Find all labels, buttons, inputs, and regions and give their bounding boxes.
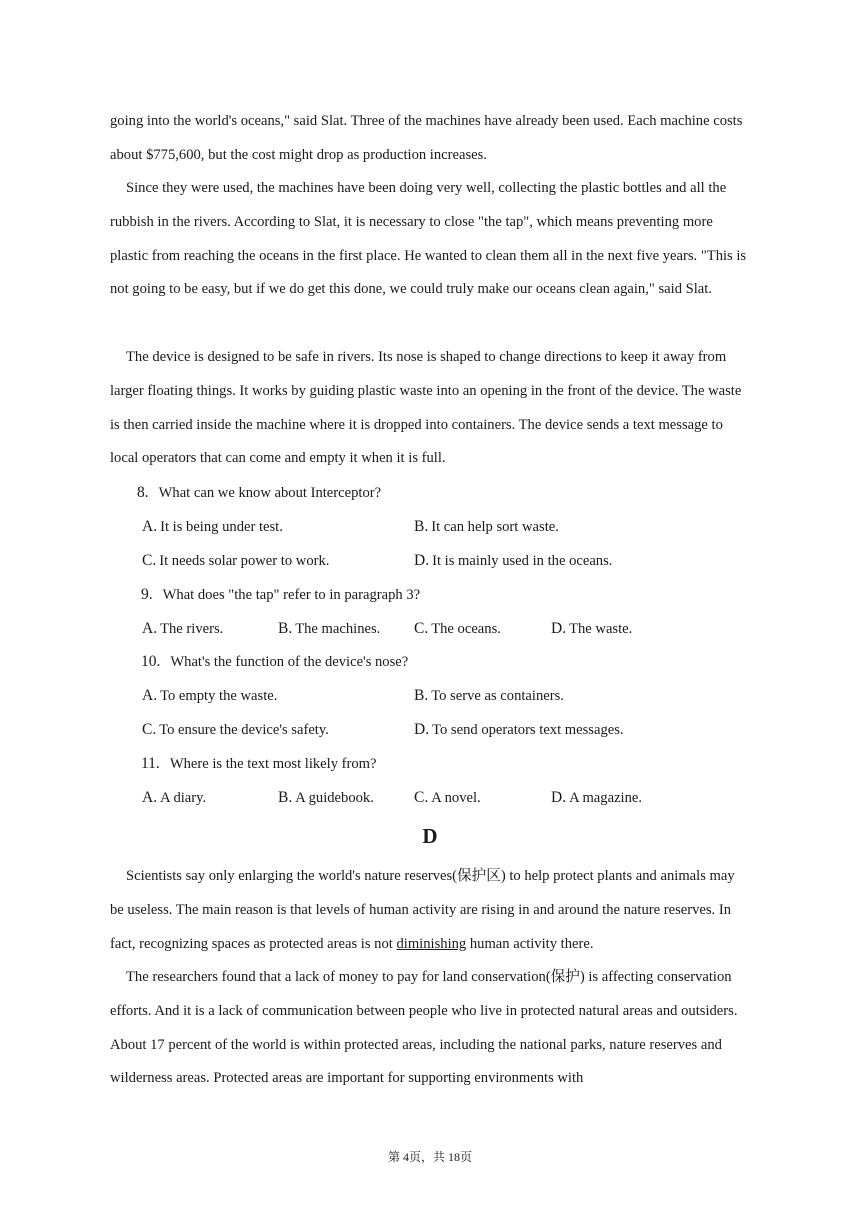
option-9-a: A. The rivers. [142,620,224,637]
question-9 [141,585,420,605]
question-8 [137,483,381,503]
question-number: 10. [141,653,161,670]
passage-c-paragraph-2: Since they were used, the machines have been doing very well, collecting the plastic bottles and all the rubbish in the rivers. According to Slat, it is necessary to close "the tap", which means preventing more plastic from reaching the oceans in the first place. He wanted to clean them all in the next five years. "This is not going to be easy, but if we do get this done, we could truly make our oceans clean again," said Slat. [110,180,747,298]
option-10-c: C. To ensure the device's safety. [142,721,329,738]
question-text: What does "the tap" refer to in paragraph 3? [162,587,421,603]
option-9-c: C. The oceans. [414,620,501,637]
option-10-b: B. To serve as containers. [414,687,564,704]
option-10-d: D. To send operators text messages. [414,721,624,738]
question-text: What's the function of the device's nose? [170,654,409,670]
question-number: 8. [137,484,149,501]
option-10-a: A. To empty the waste. [142,687,278,704]
option-9-b: B. The machines. [278,620,381,637]
passage-d-paragraph-2: The researchers found that a lack of money to pay for land conservation(保护) is affecting conservation efforts. And it is a lack of communication between people who live in protected natural areas and outsiders. About 17 percent of the world is within protected areas, including the national parks, nature reserves and wilderness areas. Protected areas are important for supporting environments with [110,969,738,1087]
option-8-d: D. It is mainly used in the oceans. [414,552,613,569]
option-11-c: C. A novel. [414,789,481,806]
question-text: What can we know about Interceptor? [158,485,382,501]
option-11-b: B. A guidebook. [278,789,374,806]
passage-c-paragraph-1-continued: going into the world's oceans," said Slat. Three of the machines have already been used. Each machine costs about $775,600, but the cost might drop as production increases. [110,113,743,163]
option-8-c: C. It needs solar power to work. [142,552,330,569]
page-footer: 第 4页，共 18页 [387,1150,472,1164]
option-11-a: A. A diary. [142,789,207,806]
option-11-d: D. A magazine. [551,789,643,806]
section-d-heading: D [422,824,438,848]
option-9-d: D. The waste. [551,620,633,637]
passage-c-paragraph-3: The device is designed to be safe in rivers. Its nose is shaped to change directions to keep it away from larger floating things. It works by guiding plastic waste into an opening in the front of the device. The waste is then carried inside the machine where it is dropped into containers. The device sends a text message to local operators that can come and empty it when it is full. [110,349,742,467]
question-text: Where is the text most likely from? [169,756,377,772]
option-8-a: A. It is being under test. [142,518,283,535]
question-10 [141,652,408,672]
option-8-b: B. It can help sort waste. [414,518,559,535]
passage-d-paragraph-1: Scientists say only enlarging the world's nature reserves(保护区) to help protect plants and animals may be useless. The main reason is that levels of human activity are rising in and around the nature reserves. In fact, recognizing spaces as protected areas is not diminishing human activity there. [110,868,735,952]
underlined-word: diminishing [396,935,467,952]
question-number: 11. [141,755,160,772]
question-11 [141,754,377,774]
question-number: 9. [141,586,153,603]
